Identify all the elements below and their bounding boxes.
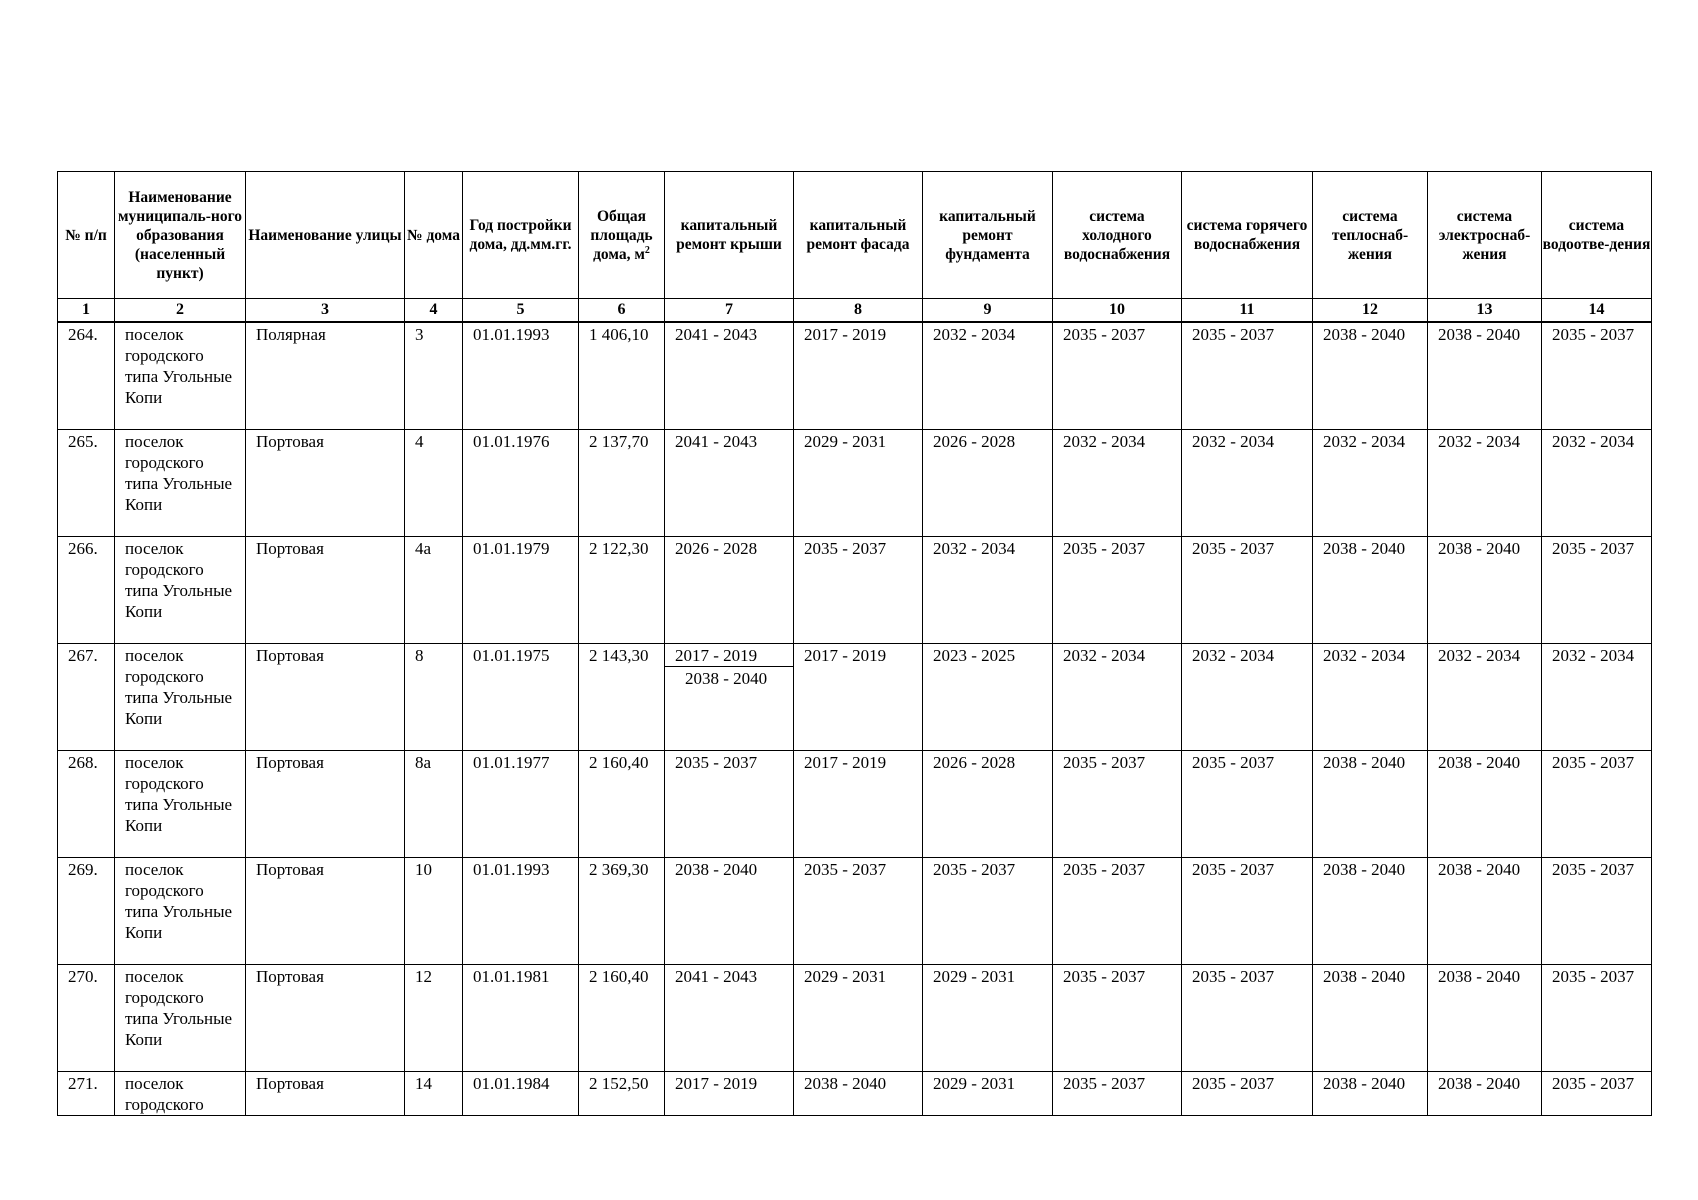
foundation-repair-cell: 2032 - 2034 [923, 537, 1053, 644]
foundation-repair-cell: 2029 - 2031 [923, 965, 1053, 1072]
header-cell: № п/п [58, 172, 115, 299]
sewer-cell: 2032 - 2034 [1542, 430, 1652, 537]
header-cell: № дома [405, 172, 463, 299]
header-cell: капитальный ремонт фундамента [923, 172, 1053, 299]
cold-water-cell: 2035 - 2037 [1053, 858, 1182, 965]
column-number: 1 [58, 299, 115, 323]
roof-repair-cell: 2026 - 2028 [665, 537, 794, 644]
electric-cell: 2032 - 2034 [1428, 644, 1542, 751]
header-cell: система электроснаб-жения [1428, 172, 1542, 299]
electric-cell: 2038 - 2040 [1428, 1072, 1542, 1116]
column-number: 3 [246, 299, 405, 323]
foundation-repair-cell: 2026 - 2028 [923, 751, 1053, 858]
facade-repair-cell: 2035 - 2037 [794, 537, 923, 644]
settlement-cell: поселок городского типа Угольные Копи [115, 858, 246, 965]
column-number: 11 [1182, 299, 1313, 323]
heating-cell: 2038 - 2040 [1313, 537, 1428, 644]
cold-water-cell: 2035 - 2037 [1053, 1072, 1182, 1116]
foundation-repair-cell: 2026 - 2028 [923, 430, 1053, 537]
row-number-cell: 267. [58, 644, 115, 751]
area-cell: 2 369,30 [579, 858, 665, 965]
house-number-cell: 10 [405, 858, 463, 965]
build-date-cell: 01.01.1993 [463, 322, 579, 430]
hot-water-cell: 2035 - 2037 [1182, 751, 1313, 858]
table-row [58, 858, 1652, 965]
header-cell [579, 172, 665, 299]
cold-water-cell: 2035 - 2037 [1053, 751, 1182, 858]
header-cell-text: Общая площадь дома, м [590, 207, 653, 263]
row-number-cell: 266. [58, 537, 115, 644]
facade-repair-cell: 2038 - 2040 [794, 1072, 923, 1116]
facade-repair-cell: 2017 - 2019 [794, 644, 923, 751]
table-row [58, 751, 1652, 858]
foundation-repair-cell: 2029 - 2031 [923, 1072, 1053, 1116]
sewer-cell: 2035 - 2037 [1542, 965, 1652, 1072]
area-cell: 2 122,30 [579, 537, 665, 644]
hot-water-cell: 2035 - 2037 [1182, 965, 1313, 1072]
hot-water-cell: 2032 - 2034 [1182, 430, 1313, 537]
facade-repair-cell: 2017 - 2019 [794, 322, 923, 430]
street-cell: Портовая [246, 1072, 405, 1116]
sewer-cell: 2035 - 2037 [1542, 322, 1652, 430]
street-cell: Портовая [246, 430, 405, 537]
column-number-row [58, 299, 1652, 323]
table-row [58, 644, 1652, 751]
build-date-cell: 01.01.1975 [463, 644, 579, 751]
hot-water-cell: 2035 - 2037 [1182, 537, 1313, 644]
column-number: 8 [794, 299, 923, 323]
header-cell: капитальный ремонт фасада [794, 172, 923, 299]
sewer-cell: 2035 - 2037 [1542, 1072, 1652, 1116]
row-number-cell: 268. [58, 751, 115, 858]
sewer-cell: 2035 - 2037 [1542, 537, 1652, 644]
column-number: 2 [115, 299, 246, 323]
street-cell: Портовая [246, 965, 405, 1072]
area-cell: 2 160,40 [579, 751, 665, 858]
hot-water-cell: 2032 - 2034 [1182, 644, 1313, 751]
sewer-cell: 2035 - 2037 [1542, 858, 1652, 965]
roof-repair-cell: 2041 - 2043 [665, 322, 794, 430]
facade-repair-cell: 2017 - 2019 [794, 751, 923, 858]
cold-water-cell: 2035 - 2037 [1053, 537, 1182, 644]
roof-period-secondary: 2038 - 2040 [685, 669, 768, 688]
street-cell: Портовая [246, 644, 405, 751]
column-number: 14 [1542, 299, 1652, 323]
cold-water-cell: 2035 - 2037 [1053, 322, 1182, 430]
table-row [58, 965, 1652, 1072]
header-row [58, 172, 1652, 299]
facade-repair-cell: 2029 - 2031 [794, 430, 923, 537]
build-date-cell: 01.01.1979 [463, 537, 579, 644]
column-number: 10 [1053, 299, 1182, 323]
street-cell: Портовая [246, 858, 405, 965]
row-number-cell: 265. [58, 430, 115, 537]
column-number: 7 [665, 299, 794, 323]
header-cell: система водоотве-дения [1542, 172, 1652, 299]
build-date-cell: 01.01.1984 [463, 1072, 579, 1116]
table-row [58, 430, 1652, 537]
row-number-cell: 269. [58, 858, 115, 965]
street-cell: Портовая [246, 537, 405, 644]
roof-repair-cell: 2041 - 2043 [665, 430, 794, 537]
roof-repair-cell: 2038 - 2040 [665, 858, 794, 965]
house-number-cell: 4 [405, 430, 463, 537]
heating-cell: 2038 - 2040 [1313, 751, 1428, 858]
hot-water-cell: 2035 - 2037 [1182, 858, 1313, 965]
heating-cell: 2038 - 2040 [1313, 965, 1428, 1072]
header-cell: Год постройки дома, дд.мм.гг. [463, 172, 579, 299]
roof-split [665, 645, 793, 689]
header-cell: Наименование муниципаль-ного образования (населенный пункт) [115, 172, 246, 299]
electric-cell: 2038 - 2040 [1428, 751, 1542, 858]
roof-repair-cell: 2035 - 2037 [665, 751, 794, 858]
header-cell: Наименование улицы [246, 172, 405, 299]
house-number-cell: 12 [405, 965, 463, 1072]
column-number: 12 [1313, 299, 1428, 323]
repair-schedule-table [57, 171, 1652, 1116]
house-number-cell: 14 [405, 1072, 463, 1116]
area-cell: 1 406,10 [579, 322, 665, 430]
roof-repair-cell: 2017 - 2019 [665, 1072, 794, 1116]
roof-repair-cell [665, 644, 794, 751]
settlement-cell: поселок городского типа Угольные Копи [115, 430, 246, 537]
settlement-cell: поселок городского типа Угольные Копи [115, 751, 246, 858]
heating-cell: 2038 - 2040 [1313, 1072, 1428, 1116]
house-number-cell: 3 [405, 322, 463, 430]
house-number-cell: 8 [405, 644, 463, 751]
table-row [58, 537, 1652, 644]
settlement-cell: поселок городского типа Угольные Копи [115, 322, 246, 430]
heating-cell: 2032 - 2034 [1313, 644, 1428, 751]
electric-cell: 2038 - 2040 [1428, 858, 1542, 965]
heating-cell: 2038 - 2040 [1313, 858, 1428, 965]
settlement-cell: поселок городского типа Угольные Копи [115, 537, 246, 644]
settlement-cell: поселок городского [115, 1072, 246, 1116]
roof-repair-cell: 2041 - 2043 [665, 965, 794, 1072]
header-cell: капитальный ремонт крыши [665, 172, 794, 299]
electric-cell: 2038 - 2040 [1428, 322, 1542, 430]
electric-cell: 2038 - 2040 [1428, 965, 1542, 1072]
street-cell: Портовая [246, 751, 405, 858]
settlement-cell: поселок городского типа Угольные Копи [115, 644, 246, 751]
row-number-cell: 264. [58, 322, 115, 430]
header-cell: система холодного водоснабжения [1053, 172, 1182, 299]
house-number-cell: 8а [405, 751, 463, 858]
column-number: 4 [405, 299, 463, 323]
table-row [58, 1072, 1652, 1116]
house-number-cell: 4а [405, 537, 463, 644]
column-number: 5 [463, 299, 579, 323]
heating-cell: 2038 - 2040 [1313, 322, 1428, 430]
column-number: 6 [579, 299, 665, 323]
header-cell: система горячего водоснабжения [1182, 172, 1313, 299]
build-date-cell: 01.01.1993 [463, 858, 579, 965]
area-cell: 2 152,50 [579, 1072, 665, 1116]
roof-period-primary: 2017 - 2019 [665, 645, 793, 667]
area-cell: 2 137,70 [579, 430, 665, 537]
electric-cell: 2032 - 2034 [1428, 430, 1542, 537]
hot-water-cell: 2035 - 2037 [1182, 1072, 1313, 1116]
heating-cell: 2032 - 2034 [1313, 430, 1428, 537]
street-cell: Полярная [246, 322, 405, 430]
foundation-repair-cell: 2023 - 2025 [923, 644, 1053, 751]
facade-repair-cell: 2029 - 2031 [794, 965, 923, 1072]
cold-water-cell: 2032 - 2034 [1053, 644, 1182, 751]
foundation-repair-cell: 2032 - 2034 [923, 322, 1053, 430]
settlement-cell: поселок городского типа Угольные Копи [115, 965, 246, 1072]
header-cell: система теплоснаб-жения [1313, 172, 1428, 299]
cold-water-cell: 2035 - 2037 [1053, 965, 1182, 1072]
foundation-repair-cell: 2035 - 2037 [923, 858, 1053, 965]
row-number-cell: 271. [58, 1072, 115, 1116]
build-date-cell: 01.01.1981 [463, 965, 579, 1072]
area-cell: 2 160,40 [579, 965, 665, 1072]
hot-water-cell: 2035 - 2037 [1182, 322, 1313, 430]
column-number: 13 [1428, 299, 1542, 323]
area-cell: 2 143,30 [579, 644, 665, 751]
area-unit-superscript: 2 [644, 244, 650, 256]
electric-cell: 2038 - 2040 [1428, 537, 1542, 644]
cold-water-cell: 2032 - 2034 [1053, 430, 1182, 537]
row-number-cell: 270. [58, 965, 115, 1072]
build-date-cell: 01.01.1976 [463, 430, 579, 537]
facade-repair-cell: 2035 - 2037 [794, 858, 923, 965]
sewer-cell: 2035 - 2037 [1542, 751, 1652, 858]
sewer-cell: 2032 - 2034 [1542, 644, 1652, 751]
table-row [58, 322, 1652, 430]
column-number: 9 [923, 299, 1053, 323]
table-body [58, 322, 1652, 1116]
build-date-cell: 01.01.1977 [463, 751, 579, 858]
